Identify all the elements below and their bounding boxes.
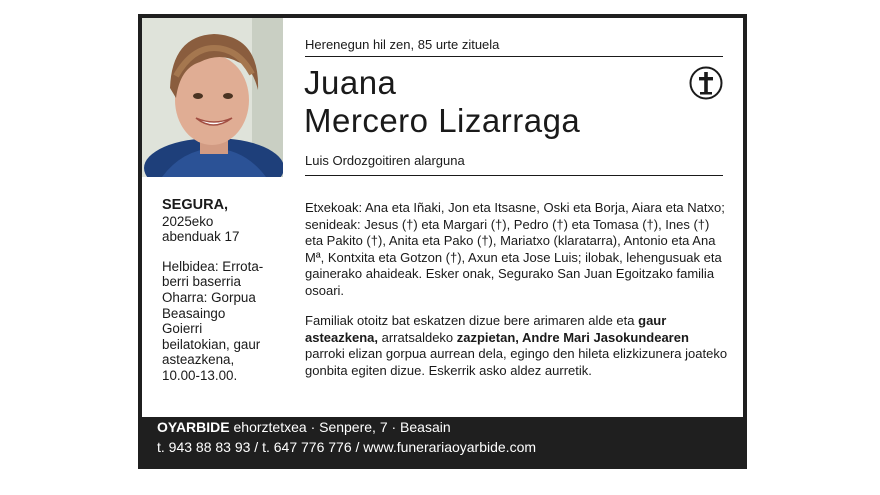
note-line: 10.00-13.00.	[162, 367, 238, 383]
funeral-home-line	[157, 418, 536, 438]
funeral-paragraph	[305, 313, 731, 379]
funeral-text: arratsaldeko	[378, 329, 457, 345]
funeral-text: parroki elizan gorpua aurrean dela, egingo den hileta elizkizunera joateko gonbita egiten dizue. Eskerrik asko aldez aurretik.	[305, 346, 728, 378]
city: SEGURA,	[162, 197, 229, 213]
address-line: berri baserria	[162, 274, 241, 290]
family-list: Etxekoak: Ana eta Iñaki, Jon eta Itsasne, Oski eta Borja, Aiara eta Natxo; senideak: Jesus (†) eta Margari (†), Pedro (†) eta Tomasa (†), Ines (†) eta Pakito (†), Anita eta Pako (†), Mariatxo (klaratarra), Antonio eta Ana Mª, Kontxita eta Gotzon (†), Axun eta Jose Luis; ilobak, lehengusuak eta gainerako ahaideak.	[305, 200, 725, 281]
funeral-home-contact: t. 943 88 83 93 / t. 647 776 776 / www.funerariaoyarbide.com	[157, 438, 537, 455]
divider	[305, 56, 723, 57]
cross-icon	[689, 66, 723, 100]
note-line: Oharra: Gorpua	[162, 289, 256, 305]
note-line: asteazkena,	[162, 352, 235, 368]
thanks-text: Esker onak, Segurako San Juan Egoitzako familia osoari.	[305, 266, 715, 298]
funeral-home-footer	[157, 418, 536, 457]
funeral-home-name: OYARBIDE	[157, 419, 230, 435]
deceased-surname: Mercero Lizarraga	[304, 102, 581, 139]
obituary-card	[138, 14, 747, 469]
note-line: Goierri	[162, 321, 203, 337]
obituary-content	[142, 18, 743, 417]
left-details	[162, 198, 282, 384]
date-line: 2025eko	[162, 213, 214, 229]
divider	[305, 175, 723, 176]
funeral-day: gaur asteazkena,	[305, 313, 667, 345]
funeral-text: Familiak otoitz bat eskatzen dizue bere arimaren alde eta	[305, 313, 639, 328]
deceased-first-name: Juana	[304, 64, 397, 101]
note-line: beilatokian, gaur	[162, 336, 261, 352]
portrait-photo	[142, 18, 283, 177]
obituary-body	[305, 200, 731, 379]
date-line: abenduak 17	[162, 229, 240, 245]
funeral-time-place: zazpietan, Andre Mari Jasokundearen	[456, 329, 689, 345]
note-line: Beasaingo	[162, 305, 226, 321]
address-line: Helbidea: Errota-	[162, 258, 264, 274]
family-paragraph	[305, 200, 731, 299]
funeral-home-address: ehorztetxea · Senpere, 7 · Beasain	[229, 419, 451, 435]
death-subtitle: Herenegun hil zen, 85 urte zituela	[305, 37, 500, 52]
spouse-line: Luis Ordozgoitiren alarguna	[305, 153, 465, 168]
